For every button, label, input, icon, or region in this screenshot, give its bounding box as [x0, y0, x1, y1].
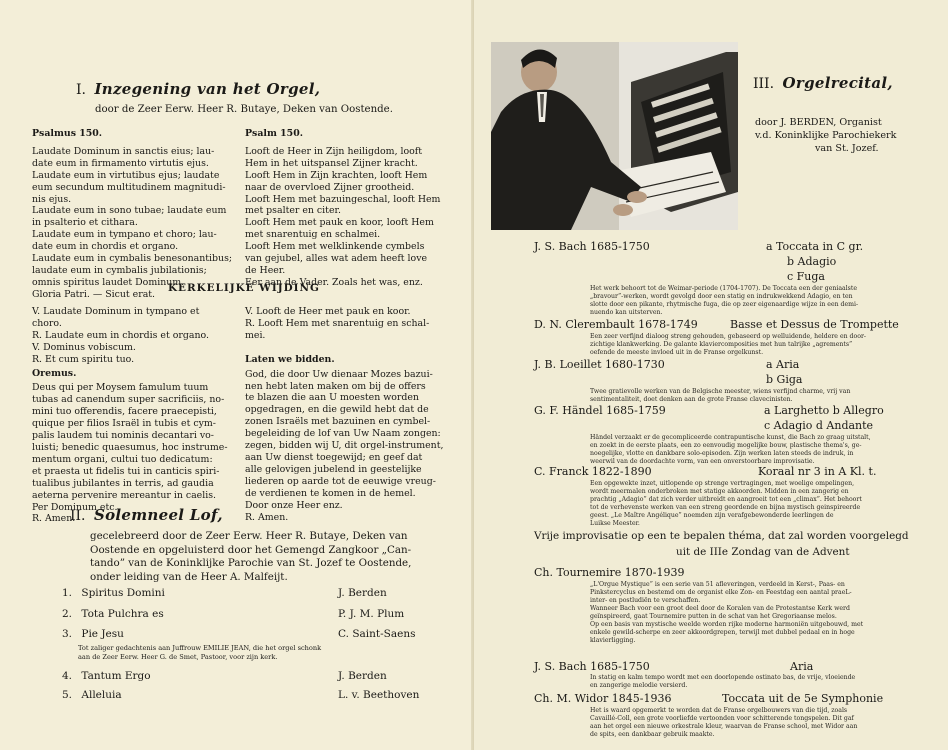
section-2-desc-line: tando” van de Koninklijke Parochie van St. Jozef te Oostende,	[90, 557, 412, 570]
program-note	[590, 674, 855, 690]
bidden-line: liederen op aarde tot de eeuwige vreug-	[245, 475, 436, 487]
program-note	[590, 480, 862, 528]
bidden-line: zonen Israëls met bazuinen en cymbel-	[245, 416, 431, 428]
program-note-line: zichtige klankwerking. De galante klaviercomposities met hun talrijke „agrements”	[590, 341, 853, 348]
program-note-line: nuendo kan uitsterven.	[590, 309, 663, 316]
lof-item	[62, 689, 122, 701]
program-composer: J. S. Bach 1685-1750	[534, 240, 650, 253]
lof-item	[62, 628, 124, 640]
section-3-number: III.	[753, 76, 775, 92]
program-piece: Toccata uit de 5e Symphonie	[722, 692, 884, 705]
program-piece: a Toccata in C gr.	[766, 240, 864, 253]
oremus-line: Per Dominum etc.	[32, 501, 118, 513]
pie-jesu-note-line: Tot zaliger gedachtenis aan Juffrouw EMILIE JEAN, die het orgel schonk	[78, 644, 322, 652]
oremus-line: et praesta ut fidelis tui in canticis spiri-	[32, 465, 220, 477]
oremus-line: luisti; benedic quaesumus, hoc instrume-	[32, 441, 228, 453]
psalm-dutch-line: Looft Hem met pauk en koor, looft Hem	[245, 217, 434, 229]
psalm-latin-line: omnis spiritus laudet Dominum.	[32, 276, 185, 288]
program-note-line: prachtig „Adagio” dat zich verder uitbreidt en aangroeit tot een „climax”. Het behoort	[590, 496, 862, 503]
oremus-line: tubas ad canendum super sacrificiis, no-	[32, 394, 225, 406]
program-note	[590, 707, 857, 739]
program-piece: b Giga	[766, 373, 803, 386]
program-composer: C. Franck 1822-1890	[534, 465, 652, 478]
oremus-line: palis laudem tui nominis decantari vo-	[32, 430, 214, 442]
program-composer: Ch. Tournemire 1870-1939	[534, 566, 685, 579]
lof-item-title: Tantum Ergo	[81, 670, 151, 682]
section-1-heading	[76, 80, 320, 98]
program-note-line: Pinkstercyclus en bestemd om de organist elke Zon- en Feestdag een aantal praeL-	[590, 589, 852, 596]
lof-item	[62, 608, 164, 620]
lof-item-number: 3.	[62, 628, 73, 640]
program-piece: c Adagio d Andante	[764, 419, 874, 432]
oremus-line: quique per filios Israël in tubis et cym-	[32, 418, 216, 430]
oremus-line: tualibus jubilantes in terris, ad gaudia	[32, 477, 214, 489]
psalm-latin	[32, 128, 232, 301]
program-note-line: klavierligging.	[590, 637, 636, 644]
psalm-dutch-line: met psalter en citer.	[245, 205, 341, 217]
improvisatie-line: Vrije improvisatie op een te bepalen théma, dat zal worden voorgelegd	[534, 530, 909, 542]
oremus-line: Deus qui per Moysem famulum tuum	[32, 382, 209, 394]
bidden-line: opgedragen, en die gewild hebt dat de	[245, 404, 429, 416]
bidden-line: God, die door Uw dienaar Mozes bazui-	[245, 368, 433, 380]
psalm-dutch-line: Looft Hem met bazuingeschal, looft Hem	[245, 193, 441, 205]
oremus-line: R. Amen.	[32, 513, 76, 525]
section-2-desc-line: onder leiding van de Heer A. Malfeijt.	[90, 570, 288, 583]
psalm-latin-line: Laudate eum in virtutibus ejus; laudate	[32, 169, 220, 181]
section-3-byline	[755, 116, 896, 155]
bidden-line: aan Uw dienst toegewijd; en geef dat	[245, 451, 423, 463]
psalm-dutch-line: Looft Hem in Zijn krachten, looft Hem	[245, 169, 428, 181]
program-note-line: geest. „Le Maître Angélique” noemden zijn verafgebewonderde leerlingen de	[590, 512, 834, 519]
section-3-heading	[753, 74, 893, 92]
oremus-line: mini tuo offerendis, facere praecepisti,	[32, 406, 217, 418]
oremus-line: mentum organi, cultui tuo dedicatum:	[32, 453, 213, 465]
program-piece: Aria	[790, 660, 814, 673]
lof-item-composer: J. Berden	[338, 587, 387, 599]
program-note-line: In statig en kalm tempo wordt met een doorlopende ostinato bas, de vrije, vloeiende	[590, 674, 856, 681]
program-note-line: en zoekt in de eerste plaats, een zo eenvoudig mogelijke bouw, plastische thema's, ge-	[590, 442, 862, 449]
wijding-dutch-line: R. Looft Hem met snarentuig en schal-	[245, 317, 430, 329]
program-composer: Ch. M. Widor 1845-1936	[534, 692, 672, 705]
wijding-latin-line: R. Et cum spiritu tuo.	[32, 353, 135, 365]
psalm-latin-line: Gloria Patri. — Sicut erat.	[32, 288, 156, 300]
lof-item	[62, 587, 165, 599]
psalm-dutch-line: Eer aan de Vader. Zoals het was, enz.	[245, 276, 423, 288]
psalm-latin-line: Laudate Dominum in sanctis eius; lau-	[32, 145, 215, 157]
lof-item-title: Tota Pulchra es	[81, 608, 164, 620]
psalm-dutch-line: met snarentuig en schalmei.	[245, 229, 381, 241]
program-note-line: Wanneer Bach voor een groot deel door de Koralen van de Protestantse Kerk werd	[590, 605, 850, 612]
program-piece: Basse et Dessus de Trompette	[730, 318, 899, 331]
lof-item-title: Alleluia	[81, 689, 122, 701]
program-note-line: Een zeer verfijnd dialoog streng gehouden, gebaseerd op welluidende, heldere en door-	[590, 333, 867, 340]
section-3-byline-line: door J. BERDEN, Organist	[755, 117, 882, 128]
program-piece: c Fuga	[787, 270, 825, 283]
lof-item-composer: P. J. M. Plum	[338, 608, 405, 620]
bidden-line: begeleiding de lof van Uw Naam zongen:	[245, 428, 441, 440]
psalm-latin-title: Psalmus 150.	[32, 128, 103, 139]
program-note-line: „bravour”-werken, wordt gevolgd door een statig en indrukwekkend Adagio, en ten	[590, 293, 853, 300]
lof-item-composer: J. Berden	[338, 670, 387, 682]
psalm-latin-line: eum secundum multitudinem magnitudi-	[32, 181, 226, 193]
program-note-line: Cavaillé-Coll, een grote voorliefde vertoonden voor schitterende tongspelen. Dit gaf	[590, 715, 854, 722]
program-note	[590, 434, 871, 466]
lof-item-number: 4.	[62, 670, 73, 682]
lof-item-number: 2.	[62, 608, 73, 620]
psalm-latin-line: in psalterio et cithara.	[32, 217, 138, 229]
psalm-dutch-line: Hem in het uitspansel Zijner kracht.	[245, 157, 418, 169]
bidden-line: alle gelovigen jubelend in geestelijke	[245, 463, 422, 475]
bidden-line: R. Amen.	[245, 511, 289, 523]
lof-item-number: 5.	[62, 689, 73, 701]
bidden-line: nen hebt laten maken om bij de offers	[245, 380, 426, 392]
program-piece: a Larghetto b Allegro	[764, 404, 884, 417]
psalm-dutch-line: Looft de Heer in Zijn heiligdom, looft	[245, 145, 423, 157]
lof-item-composer: L. v. Beethoven	[338, 689, 420, 701]
section-2-title: Solemneel Lof,	[93, 506, 223, 524]
program-note-line: Het werk behoort tot de Weimar-periode (1704-1707). De Toccata een der geniaalste	[590, 285, 857, 292]
program-note-line: inter- en postludiën te verschaffen.	[590, 597, 701, 604]
program-composer: D. N. Clerembault 1678-1749	[534, 318, 698, 331]
program-note-line: Luikse Meester.	[590, 520, 640, 527]
psalm-dutch-line: de Heer.	[245, 264, 286, 276]
section-1-byline: door de Zeer Eerw. Heer R. Butaye, Deken van Oostende.	[95, 104, 393, 115]
program-piece: Koraal nr 3 in A Kl. t.	[758, 465, 877, 478]
program-note	[590, 581, 863, 645]
section-1-title: Inzegening van het Orgel,	[94, 80, 321, 98]
psalm-latin-line: date eum in firmamento virtutis ejus.	[32, 157, 209, 169]
psalm-dutch-line: Looft Hem met welklinkende cymbels	[245, 241, 425, 253]
psalm-latin-line: date eum in chordis et organo.	[32, 241, 179, 253]
program-note-line: enkele gewild-scherpe en zeer akkoordgrepen, terwijl met dubbel pedaal en in hoge	[590, 629, 855, 636]
wijding-title: KERKELIJKE WIJDING	[168, 282, 320, 294]
program-composer: J. B. Loeillet 1680-1730	[534, 358, 665, 371]
bidden-line: de verdienen te komen in de hemel.	[245, 487, 416, 499]
organist-photo	[491, 42, 738, 230]
program-note-line: Een opgewekte inzet, uitlopende op strenge vertragingen, met woelige ompelingen,	[590, 480, 855, 487]
psalm-dutch	[245, 128, 440, 289]
bidden-line: Door onze Heer enz.	[245, 499, 343, 511]
program-note	[590, 388, 850, 404]
psalm-latin-line: Laudate eum in tympano et choro; lau-	[32, 229, 217, 241]
program-note-line: weerwil van de doordachte vorm, van een onverstoorbare improvisatie.	[590, 458, 815, 465]
section-2-desc-line: gecelebreerd door de Zeer Eerw. Heer R. Butaye, Deken van	[90, 530, 408, 542]
program-note-line: Op een basis van mystische weelde worden rijke moderne harmoniën uitgebouwd, met	[590, 621, 864, 628]
program-piece: b Adagio	[787, 255, 837, 268]
section-3-title: Orgelrecital,	[782, 74, 893, 92]
psalm-dutch-title: Psalm 150.	[245, 128, 303, 139]
section-2-description	[90, 530, 411, 584]
program-note-line: en zangerige melodie versierd.	[590, 682, 688, 689]
program-note	[590, 285, 858, 317]
program-composer: J. S. Bach 1685-1750	[534, 660, 650, 673]
section-2-heading	[70, 506, 223, 524]
psalm-latin-line: laudate eum in cymbalis jubilationis;	[32, 264, 207, 276]
bidden-title: Laten we bidden.	[245, 353, 335, 365]
lof-item-title: Pie Jesu	[81, 628, 124, 640]
lof-item-number: 1.	[62, 587, 73, 599]
wijding-latin-line: V. Dominus vobiscum.	[32, 341, 136, 353]
pie-jesu-note	[78, 644, 321, 662]
lof-item	[62, 670, 151, 682]
program-piece: a Aria	[766, 358, 800, 371]
program-note-line: de spits, een dankbaar gebruik maakte.	[590, 731, 715, 738]
program-note-line: Händel verzaakt er de gecompliceerde contrapuntische kunst, die Bach zo graag uitstalt,	[590, 434, 871, 441]
wijding-dutch-line: V. Looft de Heer met pauk en koor.	[245, 306, 411, 317]
program-note-line: tot de verhevenste werken van een streng geordende en bijna mystisch geinspireerde	[590, 504, 861, 511]
oremus-title: Oremus.	[32, 367, 77, 379]
program-note-line: noegelijke, vlotte en dankbare solo-episoden. Zijn werken laten steeds de indruk, in	[590, 450, 854, 457]
program-note-line: Twee gratievolle werken van de Belgische meester, wiens verfijnd charme, vrij van	[590, 388, 851, 395]
program-note-line: geïnspireerd, gaat Tournemire putten in de schat van het Gregoriaanse melos.	[590, 613, 837, 620]
program-note-line: sentimentaliteit, doet denken aan de grote Franse clavecinisten.	[590, 396, 793, 403]
wijding-latin-line: R. Laudate eum in chordis et organo.	[32, 329, 209, 341]
bidden-line: zegen, bidden wij U, dit orgel-instrument,	[245, 440, 444, 452]
psalm-dutch-line: van gejubel, alles wat adem heeft love	[245, 253, 428, 265]
program-note-line: wordt meermalen onderbroken met statige akkoorden. Midden in een zangerig en	[590, 488, 849, 495]
psalm-latin-line: Laudate eum in cymbalis benesonantibus;	[32, 253, 233, 265]
wijding-dutch-line: mei.	[245, 329, 266, 341]
wijding-dutch	[245, 306, 443, 523]
wijding-latin-line: V. Laudate Dominum in tympano et	[32, 306, 200, 317]
program-note-line: oefende de meeste invloed uit in de Franse orgelkunst.	[590, 349, 764, 356]
wijding-latin-line: choro.	[32, 317, 62, 329]
bidden-line: te blazen die aan U moesten worden	[245, 392, 419, 404]
program-note-line: slotte door een pikante, rhytmische fuga, die op zeer eigenaardige wijze in een demi-	[590, 301, 859, 308]
section-1-number: I.	[76, 82, 86, 98]
program-note-line: „L'Orgue Mystique” is een serie van 51 afleveringen, verdeeld in Kerst-, Paas- en	[590, 581, 845, 588]
psalm-dutch-line: naar de overvloed Zijner grootheid.	[245, 181, 415, 193]
section-3-byline-line: v.d. Koninklijke Parochiekerk	[755, 130, 897, 141]
section-2-number: II.	[70, 508, 86, 524]
pie-jesu-note-line: aan de Zeer Eerw. Heer G. de Smet, Pastoor, voor zijn kerk.	[78, 653, 278, 661]
program-note	[590, 333, 866, 357]
section-3-byline-line: van St. Jozef.	[815, 143, 879, 154]
lof-item-composer: C. Saint-Saens	[338, 628, 416, 640]
lof-item-title: Spiritus Domini	[81, 587, 165, 599]
organist-photo-illustration	[491, 42, 738, 230]
psalm-latin-line: nis ejus.	[32, 193, 72, 205]
wijding-latin	[32, 306, 228, 525]
program-note-line: Het is waard opgemerkt te worden dat de Franse orgelbouwers van die tijd, zoals	[590, 707, 848, 714]
psalm-latin-line: Laudate eum in sono tubae; laudate eum	[32, 205, 227, 217]
program-note-line: aan het orgel een nieuwe orkestrale kleur, waarvan de Franse school, met Widor aan	[590, 723, 858, 730]
oremus-line: aeterna pervenire mereantur in caelis.	[32, 489, 217, 501]
program-composer: G. F. Händel 1685-1759	[534, 404, 666, 417]
improvisatie-line: uit de IIIe Zondag van de Advent	[676, 546, 850, 558]
section-2-desc-line: Oostende en opgeluisterd door het Gemengd Zangkoor „Can-	[90, 543, 412, 556]
